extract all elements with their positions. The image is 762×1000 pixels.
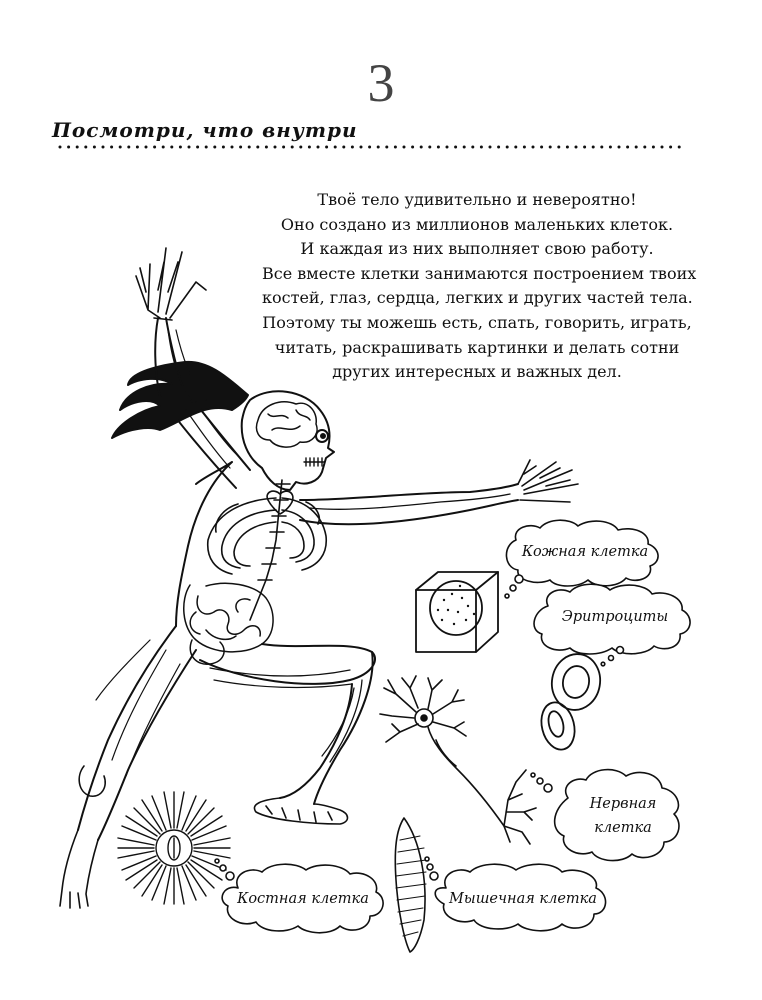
thigh-muscles: [210, 668, 352, 687]
bubble-nerve: [555, 770, 679, 861]
intro-line: Оно создано из миллионов маленьких клеток.: [280, 214, 674, 234]
muscle-cell: [395, 818, 426, 952]
outstretched-hand: [518, 460, 578, 502]
label-nerve-cell-line1: Нервная: [589, 796, 657, 812]
intro-line: Поэтому ты можешь есть, спать, говорить, играть,: [262, 312, 692, 332]
intro-line: И каждая из них выполняет свою работу.: [300, 239, 654, 259]
intro-line: читать, раскрашивать картинки и делать сотни: [274, 337, 680, 357]
page-number: 3: [367, 53, 395, 113]
bone-cell: [118, 792, 230, 904]
intro-line: Все вместе клетки занимаются построением твоих: [262, 263, 697, 283]
skin-cell: [416, 572, 498, 652]
intro-line: других интересных и важных дел.: [332, 362, 622, 382]
intestines: [184, 583, 273, 652]
raised-hand: [136, 248, 206, 318]
human-figure: [60, 248, 578, 908]
intro-line: костей, глаз, сердца, легких и других частей тела.: [262, 288, 693, 308]
ponytail: [112, 362, 248, 438]
back-leg-muscles: [96, 640, 180, 776]
lower-leg: [280, 652, 373, 804]
label-bone-cell: Костная клетка: [237, 891, 369, 907]
back-foot: [60, 830, 98, 908]
pupil: [321, 434, 325, 438]
thigh: [200, 644, 375, 684]
foot: [254, 798, 347, 824]
label-muscle-cell: Мышечная клетка: [449, 891, 597, 907]
head: [242, 391, 334, 490]
brain: [257, 402, 318, 447]
intro-line: Твоё тело удивительно и невероятно!: [317, 190, 637, 209]
erythrocytes-cells: [537, 650, 605, 753]
label-skin-cell: Кожная клетка: [521, 544, 649, 560]
label-erythrocytes: Эритроциты: [561, 609, 669, 625]
teeth: [304, 458, 324, 466]
page-title: Посмотри, что внутри: [52, 118, 358, 142]
back-leg: [78, 626, 196, 840]
outstretched-arm: [300, 484, 518, 524]
label-nerve-cell-line2: клетка: [594, 820, 652, 836]
ribcage: [208, 498, 327, 574]
